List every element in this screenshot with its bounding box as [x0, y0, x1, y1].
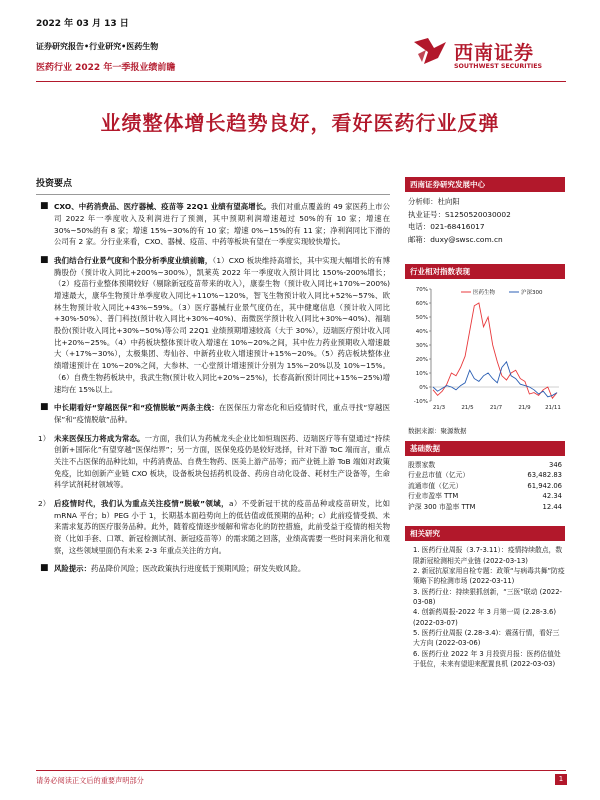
license-line [405, 209, 565, 222]
x-tick-label: 21/3 [432, 405, 446, 412]
para-lead: 中长期看好“穿越医保”和“疫情脱敏”两条主线： [54, 403, 219, 413]
para-text: 我们对重点覆盖的 49 家医药上市公司 2022 年一季度收入及利润进行了预测，其中预期利润增速超过 50%的有 10 家；增速在 30%~50%的有 8 家；增速 15%~30%的有 10 家；增速 0%~15%的有 11 家；净利润同比下滑的公司有 2 家。分行业来看，CXO、器械、疫苗、中药等板块有望在一季度实现较快增长。 [54, 202, 391, 247]
row-label: 股票家数 [408, 460, 436, 469]
analyst-label: 分析师： [408, 197, 438, 206]
y-tick-label: 40% [415, 329, 428, 336]
analyst-name: 杜向阳 [437, 197, 460, 206]
para-text: a）不受新冠干扰的疫苗品种或疫苗研发，比如 mRNA 平台；b）PEG 小于 1，长期基本面趋势向上的低估值或低预期的品种；c）此前疫情受损、未来需求复苏的医疗服务品种。此外，随着疫情逐步缓解和常态化的防控措施，此前受益于疫情的相关物资（比如手套、口罩、新冠检测试剂、新冠疫苗等）的需求随之回落，业绩高需要一些时间来消化和观察，这些领域里面仍有未来 2-3 年重点关注的方向。 [54, 499, 391, 555]
logo-text-cn: 西南证券 [454, 42, 535, 64]
analyst-info [405, 196, 565, 246]
legend-label: 医药生物 [473, 290, 496, 297]
page-title: 业绩整体增长趋势良好，看好医药行业反弹 [100, 111, 500, 135]
summary-paragraph [36, 563, 390, 575]
summary-paragraph [36, 255, 390, 395]
license-number: S1250520030002 [444, 209, 511, 219]
x-tick-label: 21/9 [518, 405, 531, 412]
bullet-icon: ■ [40, 254, 49, 265]
phone-label: 电话： [408, 222, 431, 232]
y-tick-label: -10% [413, 399, 428, 406]
related-item[interactable]: 4. 创新药周报-2022 年 3 月第一周 (2.28-3.6) (2022-03-07) [413, 608, 557, 627]
email-line [405, 234, 565, 247]
para-text: （1）CXO 板块维持高增长，其中实现大幅增长的有博腾股份（预计收入同比+200%~300%），凯莱英 2022 年一季度收入预计同比 150%-200%增长；（2）疫苗行业整体预期较好（剔除新冠疫苗带来的收入），康泰生物（预计收入同比+170%~200%)增速最大，康华生物预计单季度收入同比+110%~120%，智飞生物预计收入同比+52%~57%、欧林生物预计收入同比+43%~59%。（3）医疗器械行业景气度仍在，其中健麾信息（预计收入同比+30%-50%）、普门科技(预计收入同比+30%~40%)、南微医学预计收入(同比+30%~40%)、福瑞股份(预计收入同比+30%~50%)等公司 22Q1 业绩预期增速较高（大于 30%），迈瑞医疗预计收入同比+20%~25%。（4）中药板块整体预计收入增速在 10%~20%之间，其中佐力药业预期收入增速最大（+17%~30%），太极集团、寿仙谷、中新药业收入增速预计+15%~20%。（5）药店板块整体业绩增速预计在 10%~20%之间，大参林、一心堂预计增速预计分别为 15%~20%以及 10%~15%。（6）自费生物药板块中，我武生物(预计收入同比+20%~25%)，长春高新(预计同比+15%~25%)增速均在 15%以上。 [54, 255, 390, 394]
sidebar [405, 177, 565, 669]
summary-paragraph [36, 498, 390, 556]
footer-divider [36, 770, 566, 771]
para-number: 1） [38, 433, 51, 443]
legend-label: 沪深300 [521, 290, 543, 297]
phone-line [405, 221, 565, 234]
related-item[interactable]: 2. 新冠抗原家用自检专题：政策“与病毒共舞”防疫策略下的检测市场 (2022-03-11) [413, 566, 565, 586]
phone-number: 021-68416017 [430, 222, 485, 232]
basic-data-title: 基础数据 [405, 441, 565, 456]
header-divider [36, 81, 566, 82]
y-tick-label: 30% [415, 343, 428, 350]
para-lead: 风险提示： [54, 564, 91, 574]
y-tick-label: 60% [415, 301, 428, 308]
team-title: 西南证券研究发展中心 [405, 177, 565, 192]
para-lead: 未来医保压力将成为常态。 [54, 433, 145, 443]
bullet-icon: ■ [40, 201, 49, 212]
y-tick-label: 0% [419, 385, 428, 392]
row-value: 63,482.83 [527, 471, 562, 480]
report-subtitle: 医药行业 2022 年一季报业绩前瞻 [36, 63, 176, 73]
report-date: 2022 年 03 月 13 日 [36, 19, 129, 29]
summary-paragraph [36, 201, 390, 248]
relative-index-chart [405, 283, 565, 433]
row-value: 12.44 [542, 502, 562, 511]
footer-disclaimer: 请务必阅读正文后的重要声明部分 [36, 776, 144, 785]
y-tick-label: 10% [415, 371, 428, 378]
para-lead: 后疫情时代，我们认为重点关注疫情“脱敏”领域， [54, 499, 229, 509]
para-text: 在医保压力常态化和后疫情时代，重点寻找“穿越医保”和“疫情脱敏”品种。 [54, 403, 390, 424]
basic-data-table [405, 460, 565, 513]
chart-source: 数据来源：聚源数据 [408, 427, 467, 436]
bullet-icon: ■ [40, 563, 49, 574]
summary-heading: 投资要点 [36, 177, 390, 195]
email-address: duxy@swsc.com.cn [430, 234, 503, 244]
y-tick-label: 70% [415, 287, 428, 294]
row-label: 行业市盈率 TTM [408, 492, 459, 501]
basic-data-row [405, 491, 565, 502]
summary-paragraph [36, 402, 390, 425]
para-text: 药品降价风险；医改政策执行进度低于预期风险；研发失败风险。 [90, 564, 306, 574]
series-line [433, 362, 557, 397]
para-text: 一方面，我们认为药械龙头企业比如恒瑞医药、迈瑞医疗等有望通过“持续创新+国际化”有望穿越“医保结界”；另一方面，医保免疫仍是较好选择，针对下游 ToC 端而言，重点关注不占医保的品种比如，中药消费品、自费生物药、医美上游产品等；而产业链上游 ToB 端如对政策免疫，比如创新产业链 CXO 板块，设备板块包括药机设备、药房自动化设备、耗材生产设备等，生命科学试剂耗材领域等。 [54, 433, 390, 490]
y-tick-label: 20% [415, 357, 428, 364]
row-value: 42.34 [542, 492, 562, 501]
row-value: 61,942.06 [527, 481, 562, 490]
analyst-line [405, 196, 565, 209]
email-label: 邮箱： [408, 234, 431, 244]
y-tick-label: 50% [415, 315, 428, 322]
x-tick-label: 21/7 [489, 405, 503, 412]
bullet-icon: ■ [40, 402, 49, 413]
summary-paragraph [36, 433, 390, 491]
basic-data-row [405, 502, 565, 513]
related-title: 相关研究 [405, 526, 565, 541]
related-item[interactable]: 3. 医药行业：持续狠抓创新，“三医”联动 (2022-03-08) [413, 587, 562, 606]
para-number: 2） [38, 499, 51, 509]
summary-section [36, 177, 390, 582]
para-lead: CXO、中药消费品、医疗器械、疫苗等 22Q1 业绩有望高增长。 [54, 202, 271, 212]
row-label: 沪深 300 市盈率 TTM [408, 502, 476, 511]
row-label: 行业总市值（亿元） [408, 471, 470, 480]
related-item[interactable]: 1. 医药行业周报（3.7-3.11）：疫情持续散点，数限新冠检测相关产业链 (2022-03-13) [413, 546, 563, 565]
basic-data-row [405, 460, 565, 471]
chart-title: 行业相对指数表现 [405, 264, 565, 279]
related-list [405, 545, 565, 669]
basic-data-row [405, 470, 565, 481]
series-line [433, 303, 557, 398]
related-item[interactable]: 5. 医药行业周报 (2.28-3.4)：震荡行情，看好三大方向 (2022-03-06) [413, 628, 560, 648]
basic-data-row [405, 481, 565, 492]
page-number: 1 [555, 774, 567, 785]
logo-text-en: SOUTHWEST SECURITIES [454, 63, 543, 70]
license-label: 执业证号： [408, 209, 445, 219]
line-chart [405, 283, 565, 423]
row-label: 流通市值（亿元） [408, 481, 463, 490]
para-lead: 我们结合行业景气度和个股分析季度业绩前瞻， [54, 255, 213, 265]
related-item[interactable]: 6. 医药行业 2022 年 3 月投资月报：医药估值处于低位，未来有望迎来配置良机 (2022-03-03) [413, 649, 561, 668]
report-series: 证券研究报告•行业研究•医药生物 [36, 42, 159, 51]
logo-mark-icon [412, 36, 448, 66]
x-tick-label: 21/5 [461, 405, 474, 412]
x-tick-label: 21/11 [545, 405, 561, 412]
brand-logo [412, 36, 572, 76]
row-value: 346 [549, 460, 562, 469]
